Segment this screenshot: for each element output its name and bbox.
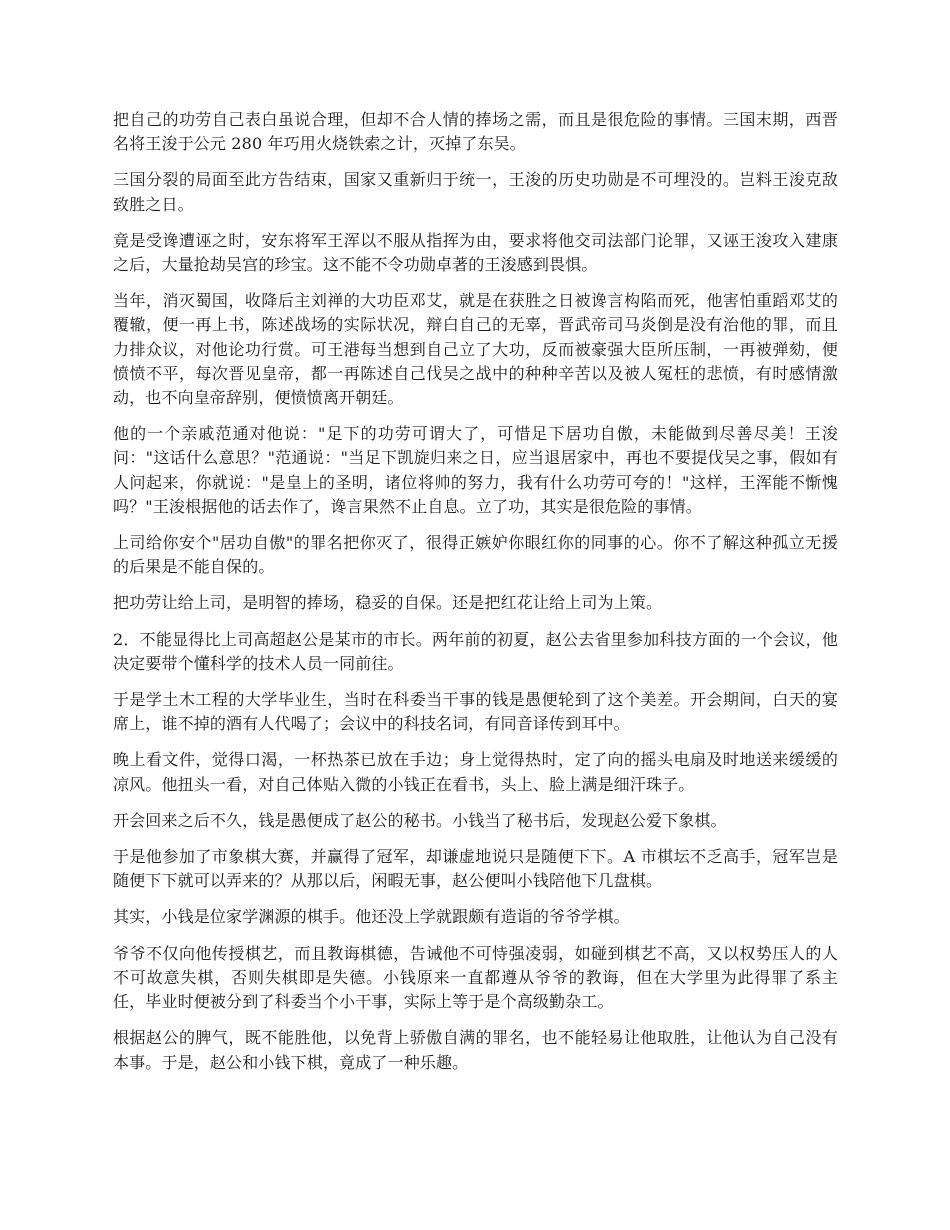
paragraph-1: 把自己的功劳自己表白虽说合理，但却不合人情的捧场之需，而且是很危险的事情。三国末期，西晋名将王浚于公元 280 年巧用火烧铁索之计，灭掉了东吴。 [113,110,838,154]
paragraph-9: 于是学土木工程的大学毕业生，当时在科委当干事的钱是愚便轮到了这个美差。开会期间，白天的宴席上，谁不掉的酒有人代喝了；会议中的科技名词，有同音译传到耳中。 [113,690,838,734]
paragraph-10: 晚上看文件，觉得口渴，一杯热茶已放在手边；身上觉得热时，定了向的摇头电扇及时地送来缓缓的凉风。他扭头一看，对自己体贴入微的小钱正在看书，头上、脸上满是细汗珠子。 [113,750,838,794]
paragraph-13: 其实，小钱是位家学渊源的棋手。他还没上学就跟颇有造诣的爷爷学棋。 [113,907,630,927]
paragraph-7: 把功劳让给上司，是明智的捧场，稳妥的自保。还是把红花让给上司为上策。 [113,593,663,613]
paragraph-4: 当年，消灭蜀国，收降后主刘禅的大功臣邓艾，就是在获胜之日被谗言构陷而死，他害怕重蹈邓艾的覆辙，便一再上书，陈述战场的实际状况，辩白自己的无辜，晋武帝司马炎倒是没有治他的罪，而且力排众议，对他论功行赏。可王港每当想到自己立了大功，反而被豪强大臣所压制，一再被弹劾，便愤愤不平，每次晋见皇帝，都一再陈述自己伐吴之战中的种种辛苦以及被人冤枉的悲愤，有时感情激动，也不向皇帝辞别，便愤愤离开朝廷。 [113,291,838,408]
paragraph-11: 开会回来之后不久，钱是愚便成了赵公的秘书。小钱当了秘书后，发现赵公爱下象棋。 [113,810,727,830]
paragraph-2: 三国分裂的局面至此方告结束，国家又重新归于统一，王浚的历史功勋是不可埋没的。岂料王浚克敌致胜之日。 [113,170,838,214]
paragraph-14: 爷爷不仅向他传授棋艺，而且教诲棋德，告诫他不可恃强凌弱，如碰到棋艺不高，又以权势压人的人不可故意失棋，否则失棋即是失德。小钱原来一直都遵从爷爷的教诲，但在大学里为此得罪了系主任，毕业时便被分到了科委当个小干事，实际上等于是个高级勤杂工。 [113,943,838,1012]
paragraph-8: 2．不能显得比上司高超赵公是某市的市长。两年前的初夏，赵公去省里参加科技方面的一个会议，他决定要带个懂科学的技术人员一同前往。 [113,629,838,673]
paragraph-12: 于是他参加了市象棋大赛，并赢得了冠军，却谦虚地说只是随便下下。A 市棋坛不乏高手，冠军岂是随便下下就可以弄来的？从那以后，闲暇无事，赵公便叫小钱陪他下几盘棋。 [113,847,838,891]
paragraph-15: 根据赵公的脾气，既不能胜他，以免背上骄傲自满的罪名，也不能轻易让他取胜，让他认为自己没有本事。于是，赵公和小钱下棋，竟成了一种乐趣。 [113,1028,838,1072]
paragraph-6: 上司给你安个"居功自傲"的罪名把你灭了，很得正嫉妒你眼红你的同事的心。你不了解这种孤立无援的后果是不能自保的。 [113,533,838,577]
paragraph-3: 竟是受谗遭诬之时，安东将军王浑以不服从指挥为由，要求将他交司法部门论罪，又诬王浚攻入建康之后，大量抢劫吴宫的珍宝。这不能不令功勋卓著的王浚感到畏惧。 [113,230,838,275]
paragraph-5: 他的一个亲戚范通对他说："足下的功劳可谓大了，可惜足下居功自傲，未能做到尽善尽美！王浚问："这话什么意思？"范通说："当足下凯旋归来之日，应当退居家中，再也不要提伐吴之事，假如有人问起来，你就说："是皇上的圣明，诸位将帅的努力，我有什么功劳可夸的！"这样，王浑能不惭愧吗？"王浚根据他的话去作了，谗言果然不止自息。立了功，其实是很危险的事情。 [113,424,838,516]
